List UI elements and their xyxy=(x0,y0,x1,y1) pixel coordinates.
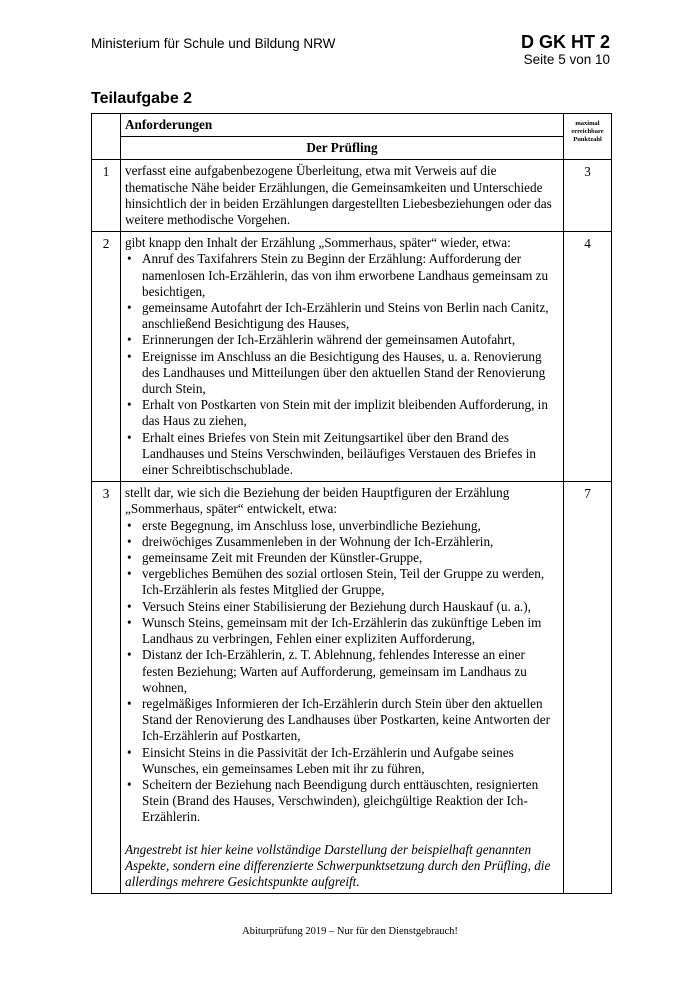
row-number: 2 xyxy=(92,232,121,482)
aspect-list xyxy=(125,518,559,826)
aspect-list xyxy=(125,251,559,478)
row-number: 3 xyxy=(92,482,121,894)
table-header-row xyxy=(92,114,612,137)
footer-note: Abiturprüfung 2019 – Nur für den Dienstgebrauch! xyxy=(242,926,458,937)
list-item: • Versuch Steins einer Stabilisierung der Beziehung durch Hauskauf (u. a.), xyxy=(125,599,559,615)
list-item: • gemeinsame Zeit mit Freunden der Künstler-Gruppe, xyxy=(125,550,559,566)
row-content xyxy=(121,232,564,482)
list-item: • Distanz der Ich-Erzählerin, z. T. Ablehnung, fehlendes Interesse an einer festen Beziehung; Warten auf Aufforderung, gemeinsam im Landhaus zu wohnen, xyxy=(125,647,559,696)
header-empty-cell xyxy=(92,114,121,160)
list-item: • dreiwöchiges Zusammenleben in der Wohnung der Ich-Erzählerin, xyxy=(125,534,559,550)
list-item: • Scheitern der Beziehung nach Beendigung durch enttäuschten, resignierten Stein (Brand des Hauses, Verschwinden), gleichgültige Reaktion der Ich-Erzählerin. xyxy=(125,777,559,826)
list-item: • Ereignisse im Anschluss an die Besichtigung des Hauses, u. a. Renovierung des Landhauses und Mitteilungen über den aktuellen Stand der Renovierung durch Stein, xyxy=(125,349,559,398)
row-points: 7 xyxy=(564,482,612,894)
section-title: Teilaufgabe 2 xyxy=(91,90,193,107)
examinee-header: Der Prüfling xyxy=(121,137,564,160)
row-intro: stellt dar, wie sich die Beziehung der beiden Hauptfiguren der Erzählung „Sommerhaus, später“ entwickelt, etwa: xyxy=(125,485,510,517)
list-item: • Erinnerungen der Ich-Erzählerin während der gemeinsamen Autofahrt, xyxy=(125,332,559,348)
row-content xyxy=(121,160,564,232)
row-number: 1 xyxy=(92,160,121,232)
table-row xyxy=(92,482,612,894)
list-item: • erste Begegnung, im Anschluss lose, unverbindliche Beziehung, xyxy=(125,518,559,534)
list-item: • Wunsch Steins, gemeinsam mit der Ich-Erzählerin das zukünftige Leben im Landhaus zu verbringen, Fehlen einer expliziten Aufforderung, xyxy=(125,615,559,647)
requirements-table xyxy=(91,113,612,894)
table-subheader-row xyxy=(92,137,612,160)
table-row xyxy=(92,160,612,232)
max-points-header: maximal erreichbare Punktzahl xyxy=(564,114,612,160)
row-points: 4 xyxy=(564,232,612,482)
assessment-note: Angestrebt ist hier keine vollständige Darstellung der beispielhaft genannten Aspekte, sondern eine differenzierte Schwerpunktsetzung durch den Prüfling, die allerdings mehrere Gesichtspunkte aufgreift. xyxy=(125,841,551,889)
list-item: • gemeinsame Autofahrt der Ich-Erzählerin und Steins von Berlin nach Canitz, anschließend Besichtigung des Hauses, xyxy=(125,300,559,332)
list-item: • regelmäßiges Informieren der Ich-Erzählerin durch Stein über den aktuellen Stand der Renovierung des Landhauses über Postkarten, keine Antworten der Ich-Erzählerin auf Postkarten, xyxy=(125,696,559,745)
row-content xyxy=(121,482,564,894)
document-header xyxy=(521,32,610,67)
list-item: • vergebliches Bemühen des sozial ortlosen Stein, Teil der Gruppe zu werden, Ich-Erzählerin als festes Mitglied der Gruppe, xyxy=(125,566,559,598)
table-row xyxy=(92,232,612,482)
row-intro: verfasst eine aufgabenbezogene Überleitung, etwa mit Verweis auf die thematische Nähe beider Erzählungen, die Gemeinsamkeiten und Unterschiede hinsichtlich der in beiden Erzählungen dargestellten Liebesbeziehungen oder das weitere methodische Vorgehen. xyxy=(125,163,552,228)
exam-code: D GK HT 2 xyxy=(520,32,610,52)
ministry-name: Ministerium für Schule und Bildung NRW xyxy=(91,36,336,51)
list-item: • Erhalt eines Briefes von Stein mit Zeitungsartikel über den Brand des Landhauses und Steins Verschwinden, beiläufiges Verstauen des Briefes in einer Schreibtischschublade. xyxy=(125,430,559,479)
list-item: • Einsicht Steins in die Passivität der Ich-Erzählerin und Aufgabe seines Wunsches, ein gemeinsames Leben mit ihr zu führen, xyxy=(125,745,559,777)
row-points: 3 xyxy=(564,160,612,232)
list-item: • Anruf des Taxifahrers Stein zu Beginn der Erzählung: Aufforderung der namenlosen Ich-Erzählerin, das von ihm erworbene Landhaus gemeinsam zu besichtigen, xyxy=(125,251,559,300)
row-intro: gibt knapp den Inhalt der Erzählung „Sommerhaus, später“ wieder, etwa: xyxy=(125,235,511,251)
requirements-header: Anforderungen xyxy=(121,114,564,137)
list-item: • Erhalt von Postkarten von Stein mit der implizit bleibenden Aufforderung, in das Haus zu ziehen, xyxy=(125,397,559,429)
page-indicator: Seite 5 von 10 xyxy=(523,52,610,67)
